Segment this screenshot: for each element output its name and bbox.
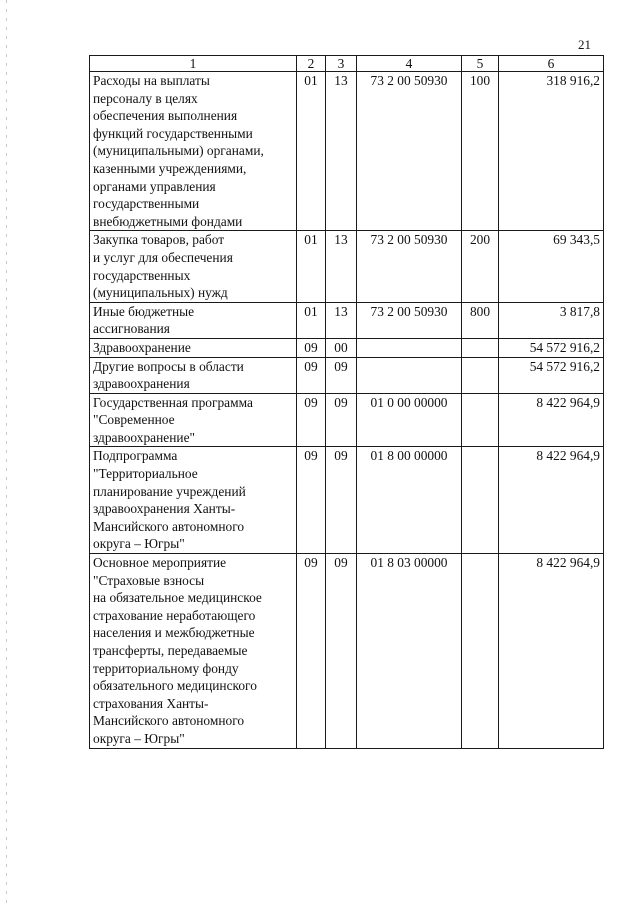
row-subsection: 13: [326, 231, 357, 302]
row-subsection: 09: [326, 357, 357, 393]
row-expense-type: 800: [462, 302, 499, 338]
row-section: 01: [297, 72, 326, 231]
table-row: [90, 72, 604, 231]
row-expense-type: [462, 447, 499, 554]
row-subsection: 00: [326, 338, 357, 357]
header-col-4: 4: [357, 56, 462, 72]
row-name: Здравоохранение: [90, 338, 297, 357]
row-section: 01: [297, 231, 326, 302]
row-amount: 8 422 964,9: [499, 447, 604, 554]
table-header-row: [90, 56, 604, 72]
row-subsection: 09: [326, 393, 357, 447]
row-section: 09: [297, 447, 326, 554]
header-col-3: 3: [326, 56, 357, 72]
scan-edge-marks: [6, 0, 7, 905]
table-row: [90, 447, 604, 554]
row-expense-type: [462, 338, 499, 357]
table-row: [90, 231, 604, 302]
row-name: Другие вопросы в области здравоохранения: [90, 357, 297, 393]
row-target-article: 01 8 03 00000: [357, 554, 462, 749]
table-row: [90, 554, 604, 749]
budget-table: [89, 55, 604, 749]
row-target-article: [357, 357, 462, 393]
row-target-article: 01 8 00 00000: [357, 447, 462, 554]
table-row: [90, 302, 604, 338]
row-name: Расходы на выплаты персоналу в целях обеспечения выполнения функций государственными (муниципальными) органами, казенными учреждениями, органами управления государственными внебюджетными фондами: [90, 72, 297, 231]
row-amount: 54 572 916,2: [499, 357, 604, 393]
row-subsection: 13: [326, 302, 357, 338]
row-target-article: 73 2 00 50930: [357, 302, 462, 338]
row-expense-type: [462, 554, 499, 749]
row-section: 01: [297, 302, 326, 338]
page-number: 21: [578, 37, 591, 52]
row-expense-type: [462, 357, 499, 393]
row-section: 09: [297, 357, 326, 393]
header-col-1: 1: [90, 56, 297, 72]
row-amount: 8 422 964,9: [499, 393, 604, 447]
row-section: 09: [297, 554, 326, 749]
row-name: Государственная программа "Современное здравоохранение": [90, 393, 297, 447]
row-name: Подпрограмма "Территориальное планирование учреждений здравоохранения Ханты- Мансийского автономного округа – Югры": [90, 447, 297, 554]
row-target-article: 73 2 00 50930: [357, 72, 462, 231]
row-amount: 54 572 916,2: [499, 338, 604, 357]
row-name: Основное мероприятие "Страховые взносы на обязательное медицинское страхование неработающего населения и межбюджетные трансферты, передаваемые территориальному фонду обязательного медицинского страхования Ханты- Мансийского автономного округа – Югры": [90, 554, 297, 749]
row-expense-type: 100: [462, 72, 499, 231]
header-col-5: 5: [462, 56, 499, 72]
row-target-article: [357, 338, 462, 357]
row-target-article: 73 2 00 50930: [357, 231, 462, 302]
table-row: [90, 338, 604, 357]
row-expense-type: 200: [462, 231, 499, 302]
row-subsection: 09: [326, 554, 357, 749]
header-col-2: 2: [297, 56, 326, 72]
header-col-6: 6: [499, 56, 604, 72]
table-row: [90, 393, 604, 447]
row-subsection: 13: [326, 72, 357, 231]
row-subsection: 09: [326, 447, 357, 554]
row-name: Закупка товаров, работ и услуг для обеспечения государственных (муниципальных) нужд: [90, 231, 297, 302]
row-amount: 318 916,2: [499, 72, 604, 231]
row-name: Иные бюджетные ассигнования: [90, 302, 297, 338]
row-expense-type: [462, 393, 499, 447]
row-amount: 3 817,8: [499, 302, 604, 338]
row-target-article: 01 0 00 00000: [357, 393, 462, 447]
row-section: 09: [297, 338, 326, 357]
row-amount: 69 343,5: [499, 231, 604, 302]
row-section: 09: [297, 393, 326, 447]
row-amount: 8 422 964,9: [499, 554, 604, 749]
table-row: [90, 357, 604, 393]
